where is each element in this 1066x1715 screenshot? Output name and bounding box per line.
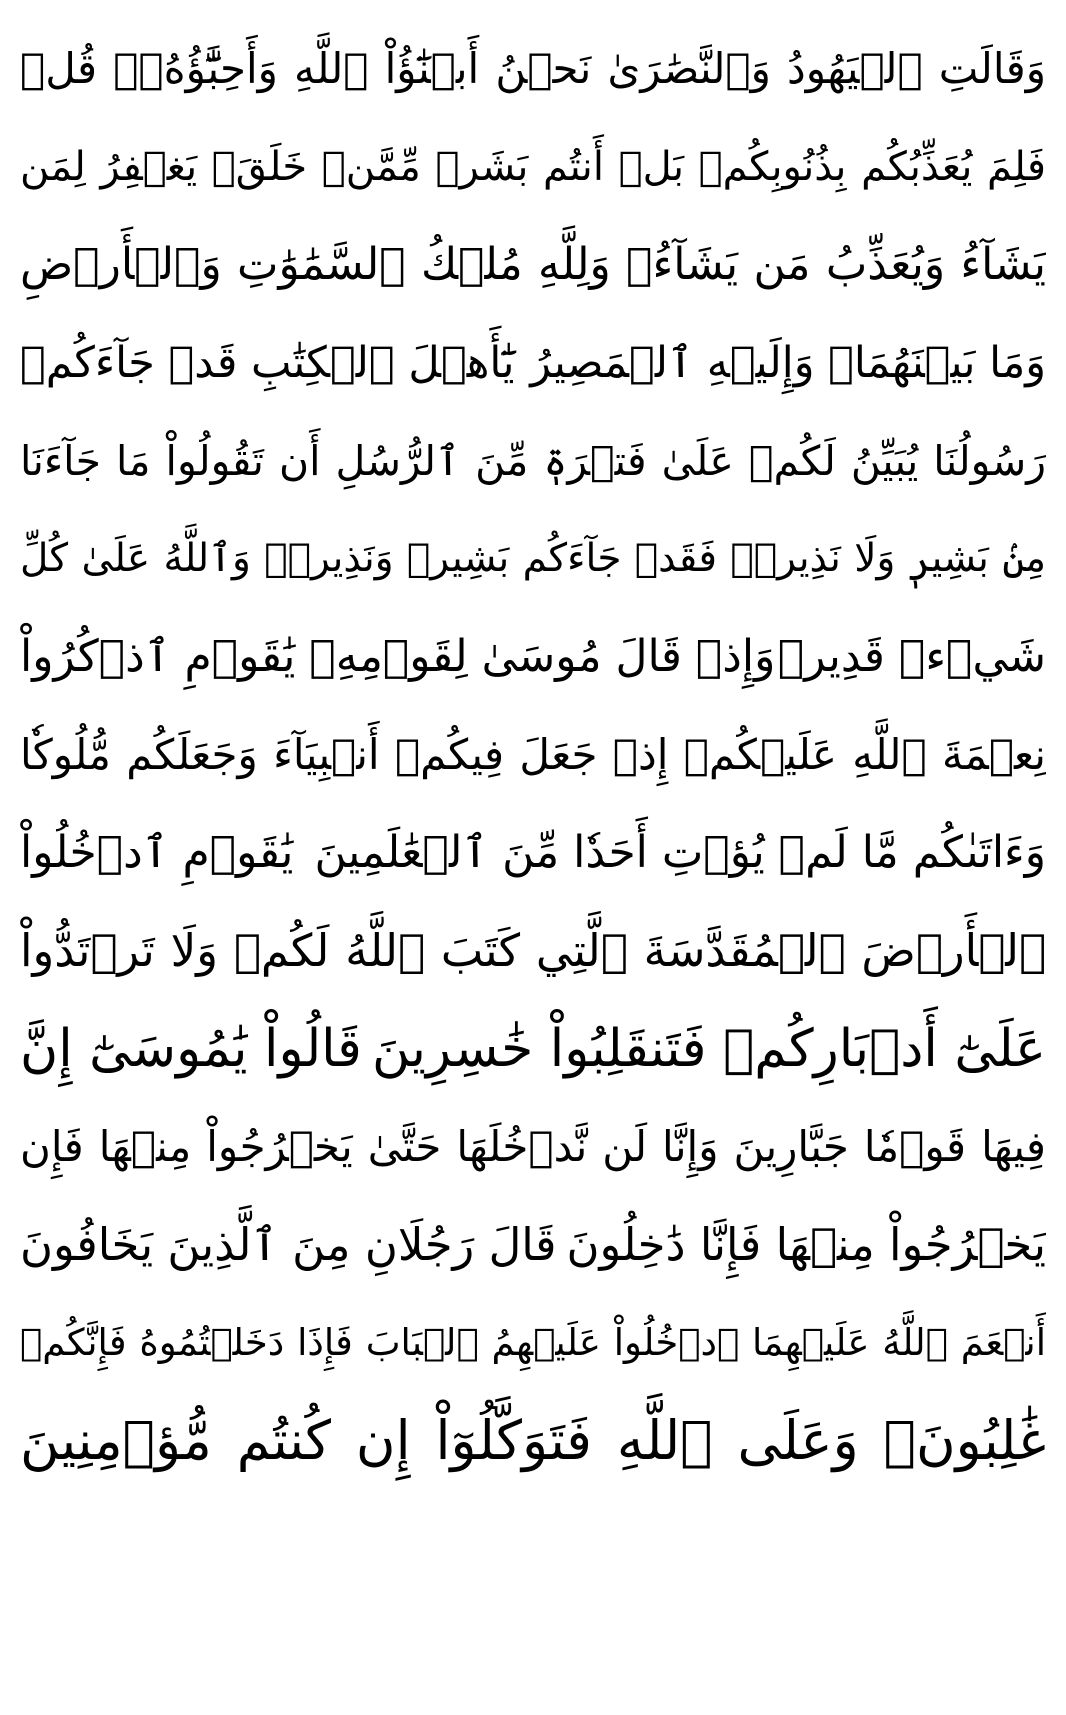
verse-line bbox=[20, 1000, 1046, 1098]
verse-lines bbox=[20, 20, 1046, 1490]
verse-text: يَخۡرُجُواْ مِنۡهَا فَإِنَّا دَٰخِلُونَ bbox=[566, 1218, 1046, 1271]
verse-text: أَنۡعَمَ ٱللَّهُ عَلَيۡهِمَا ٱدۡخُلُواْ عَلَيۡهِمُ ٱلۡبَابَ فَإِذَا دَخَلۡتُمُوهُ فَإِنَّكُمۡ bbox=[20, 1321, 1046, 1364]
verse-text: نِعۡمَةَ ٱللَّهِ عَلَيۡكُمۡ إِذۡ جَعَلَ فِيكُمۡ أَنۢبِيَآءَ وَجَعَلَكُم مُّلُوكٗا bbox=[20, 730, 1046, 779]
verse-text: يَشَآءُ وَيُعَذِّبُ مَن يَشَآءُۚ وَلِلَّهِ مُلۡكُ ٱلسَّمَٰوَٰتِ وَٱلۡأَرۡضِ bbox=[20, 239, 1046, 290]
verse-text: وَمَا بَيۡنَهُمَاۖ وَإِلَيۡهِ ٱلۡمَصِيرُ bbox=[530, 338, 1046, 388]
verse-line bbox=[20, 902, 1046, 1000]
verse-line bbox=[20, 706, 1046, 804]
verse-text: وَإِذۡ قَالَ مُوسَىٰ لِقَوۡمِهِۦ يَٰقَوۡمِ ٱذۡكُرُواْ bbox=[20, 631, 776, 682]
verse-text: فَلِمَ يُعَذِّبُكُم بِذُنُوبِكُمۖ بَلۡ أَنتُم بَشَرٞ مِّمَّنۡ خَلَقَۚ يَغۡفِرُ لِمَن bbox=[20, 144, 1046, 190]
verse-line bbox=[20, 314, 1046, 412]
verse-line bbox=[20, 608, 1046, 706]
verse-text: شَيۡءٖ قَدِيرٞ bbox=[777, 631, 1046, 682]
verse-text: وَقَالَتِ ٱلۡيَهُودُ وَٱلنَّصَٰرَىٰ نَحۡنُ أَبۡنَٰٓؤُاْ ٱللَّهِ وَأَحِبَّٰٓؤُهُۥۚ قُلۡ bbox=[20, 44, 1046, 93]
verse-text: رَسُولُنَا يُبَيِّنُ لَكُمۡ عَلَىٰ فَتۡرَةٖ مِّنَ ٱلرُّسُلِ أَن تَقُولُواْ مَا جَآءَنَا bbox=[20, 437, 1046, 485]
verse-line bbox=[20, 804, 1046, 902]
verse-line bbox=[20, 1392, 1046, 1490]
verse-text: قَالُواْ يَٰمُوسَىٰٓ إِنَّ bbox=[20, 1019, 362, 1079]
verse-text: يَٰقَوۡمِ ٱدۡخُلُواْ bbox=[20, 827, 294, 878]
verse-text: مِنۢ بَشِيرٖ وَلَا نَذِيرٖۖ فَقَدۡ جَآءَكُم بَشِيرٞ وَنَذِيرٞۗ وَٱللَّهُ عَلَىٰ كُلِّ bbox=[20, 536, 1046, 581]
verse-line bbox=[20, 1294, 1046, 1392]
verse-line bbox=[20, 1196, 1046, 1294]
verse-line bbox=[20, 216, 1046, 314]
verse-text: يَٰٓأَهۡلَ ٱلۡكِتَٰبِ قَدۡ جَآءَكُمۡ bbox=[20, 338, 515, 388]
verse-line bbox=[20, 1098, 1046, 1196]
verse-text: غَٰلِبُونَۚ وَعَلَى ٱللَّهِ فَتَوَكَّلُوٓاْ إِن كُنتُم مُّؤۡمِنِينَ bbox=[20, 1409, 1046, 1472]
verse-line bbox=[20, 118, 1046, 216]
verse-line bbox=[20, 412, 1046, 510]
verse-text: ٱلۡأَرۡضَ ٱلۡمُقَدَّسَةَ ٱلَّتِي كَتَبَ ٱللَّهُ لَكُمۡ وَلَا تَرۡتَدُّواْ bbox=[20, 924, 1046, 977]
verse-text: فِيهَا قَوۡمٗا جَبَّارِينَ وَإِنَّا لَن نَّدۡخُلَهَا حَتَّىٰ يَخۡرُجُواْ مِنۡهَا فَإِن bbox=[20, 1122, 1046, 1171]
verse-line bbox=[20, 20, 1046, 118]
verse-text: وَءَاتَىٰكُم مَّا لَمۡ يُؤۡتِ أَحَدٗا مِّنَ ٱلۡعَٰلَمِينَ bbox=[314, 827, 1046, 878]
verse-line bbox=[20, 510, 1046, 608]
verse-text: عَلَىٰٓ أَدۡبَارِكُمۡ فَتَنقَلِبُواْ خَٰسِرِينَ bbox=[371, 1019, 1046, 1079]
verse-text: قَالَ رَجُلَانِ مِنَ ٱلَّذِينَ يَخَافُونَ bbox=[20, 1218, 557, 1271]
